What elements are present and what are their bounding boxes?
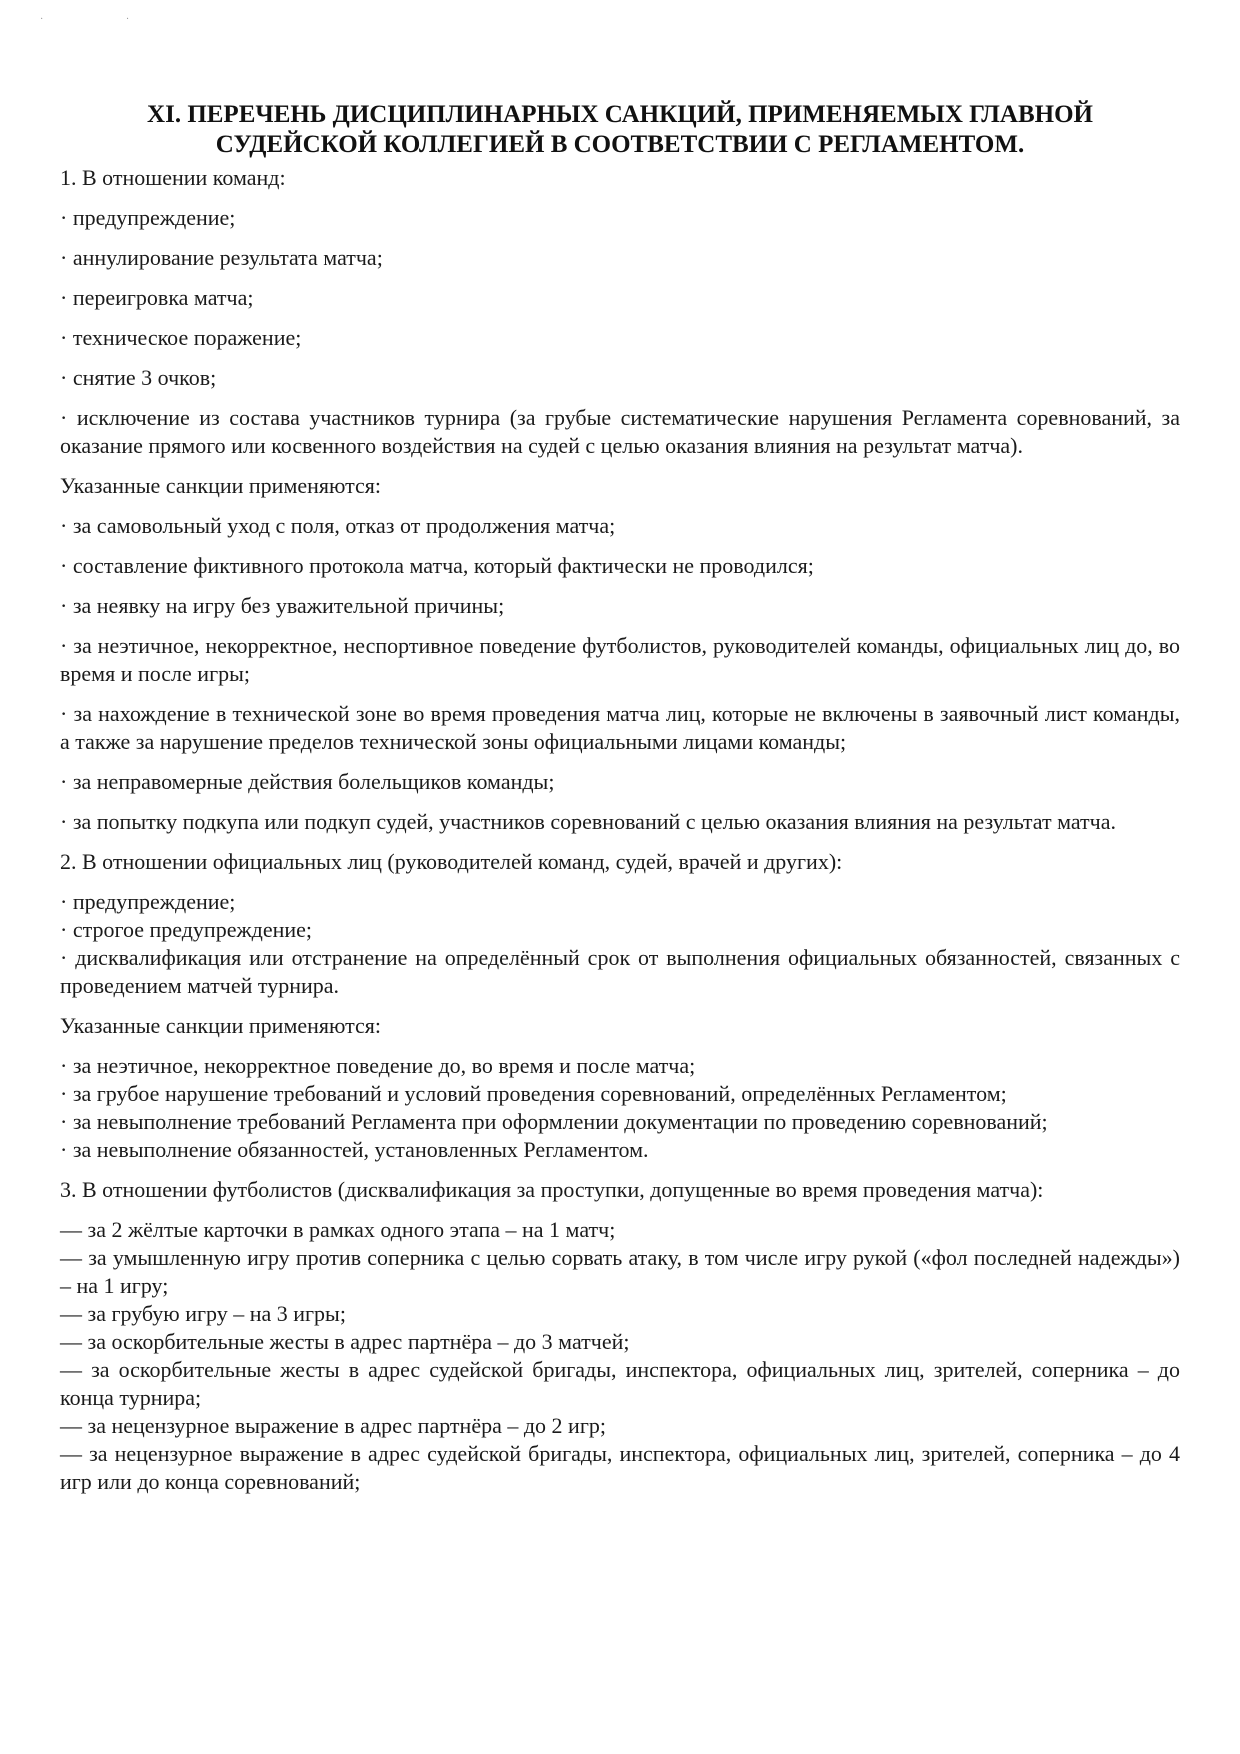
section-2-item: · предупреждение;	[60, 889, 236, 914]
section-1-applies-item: · за попытку подкупа или подкуп судей, участников соревнований с целью оказания влияния на результат матча.	[60, 809, 1116, 834]
section-1-item: · переигровка матча;	[60, 285, 254, 310]
section-2-item: · дисквалификация или отстранение на определённый срок от выполнения официальных обязанностей, связанных с проведением матчей турнира.	[60, 945, 1180, 998]
section-1-applies-item: · за неправомерные действия болельщиков команды;	[60, 769, 555, 794]
section-2-applies-heading: Указанные санкции применяются:	[60, 1013, 382, 1038]
section-1-applies-item: · за неэтичное, некорректное, неспортивное поведение футболистов, руководителей команды, официальных лиц до, во время и после игры;	[60, 633, 1180, 686]
section-1-applies-item: · составление фиктивного протокола матча, который фактически не проводился;	[60, 553, 814, 578]
section-1-item: · техническое поражение;	[60, 325, 302, 350]
section-2-applies-item: · за невыполнение требований Регламента при оформлении документации по проведению соревнований;	[60, 1109, 1048, 1134]
document-title	[130, 100, 1110, 160]
section-1-applies-item: · за неявку на игру без уважительной причины;	[60, 593, 505, 618]
section-1-item: · аннулирование результата матча;	[60, 245, 383, 270]
section-3-item: — за нецензурное выражение в адрес партнёра – до 2 игр;	[60, 1413, 606, 1438]
section-2-applies-item: · за неэтичное, некорректное поведение до, во время и после матча;	[60, 1053, 696, 1078]
section-3-heading: 3. В отношении футболистов (дисквалификация за проступки, допущенные во время проведения матча):	[60, 1177, 1044, 1202]
section-1-applies-heading: Указанные санкции применяются:	[60, 473, 382, 498]
section-1-item: · исключение из состава участников турнира (за грубые систематические нарушения Регламента соревнований, за оказание прямого или косвенного воздействия на судей с целью оказания влияния на результат матча).	[60, 405, 1180, 458]
section-1-applies-item: · за нахождение в технической зоне во время проведения матча лиц, которые не включены в заявочный лист команды, а также за нарушение пределов технической зоны официальными лицами команды;	[60, 701, 1180, 754]
section-3-item: — за нецензурное выражение в адрес судейской бригады, инспектора, официальных лиц, зрителей, соперника – до 4 игр или до конца соревнований;	[60, 1441, 1180, 1494]
section-2-applies-item: · за грубое нарушение требований и условий проведения соревнований, определённых Регламентом;	[60, 1081, 1007, 1106]
scan-marks: · ·	[40, 14, 170, 25]
section-3-item: — за оскорбительные жесты в адрес судейской бригады, инспектора, официальных лиц, зрителей, соперника – до конца турнира;	[60, 1357, 1180, 1410]
section-3-item: — за умышленную игру против соперника с целью сорвать атаку, в том числе игру рукой («фол последней надежды») – на 1 игру;	[60, 1245, 1180, 1298]
document-body	[60, 164, 1180, 1496]
section-1-heading: 1. В отношении команд:	[60, 165, 286, 190]
section-1-applies-item: · за самовольный уход с поля, отказ от продолжения матча;	[60, 513, 616, 538]
section-2-item: · строгое предупреждение;	[60, 917, 313, 942]
section-3-item: — за оскорбительные жесты в адрес партнёра – до 3 матчей;	[60, 1329, 630, 1354]
section-3-item: — за грубую игру – на 3 игры;	[60, 1301, 346, 1326]
title-line-2: СУДЕЙСКОЙ КОЛЛЕГИЕЙ В СООТВЕТСТВИИ С РЕГЛАМЕНТОМ.	[215, 131, 1025, 158]
section-2-heading: 2. В отношении официальных лиц (руководителей команд, судей, врачей и других):	[60, 849, 843, 874]
title-line-1: XI. ПЕРЕЧЕНЬ ДИСЦИПЛИНАРНЫХ САНКЦИЙ, ПРИМЕНЯЕМЫХ ГЛАВНОЙ	[147, 101, 1093, 128]
section-3-item: — за 2 жёлтые карточки в рамках одного этапа – на 1 матч;	[60, 1217, 616, 1242]
section-1-item: · предупреждение;	[60, 205, 236, 230]
section-1-item: · снятие 3 очков;	[60, 365, 217, 390]
section-2-applies-item: · за невыполнение обязанностей, установленных Регламентом.	[60, 1137, 649, 1162]
